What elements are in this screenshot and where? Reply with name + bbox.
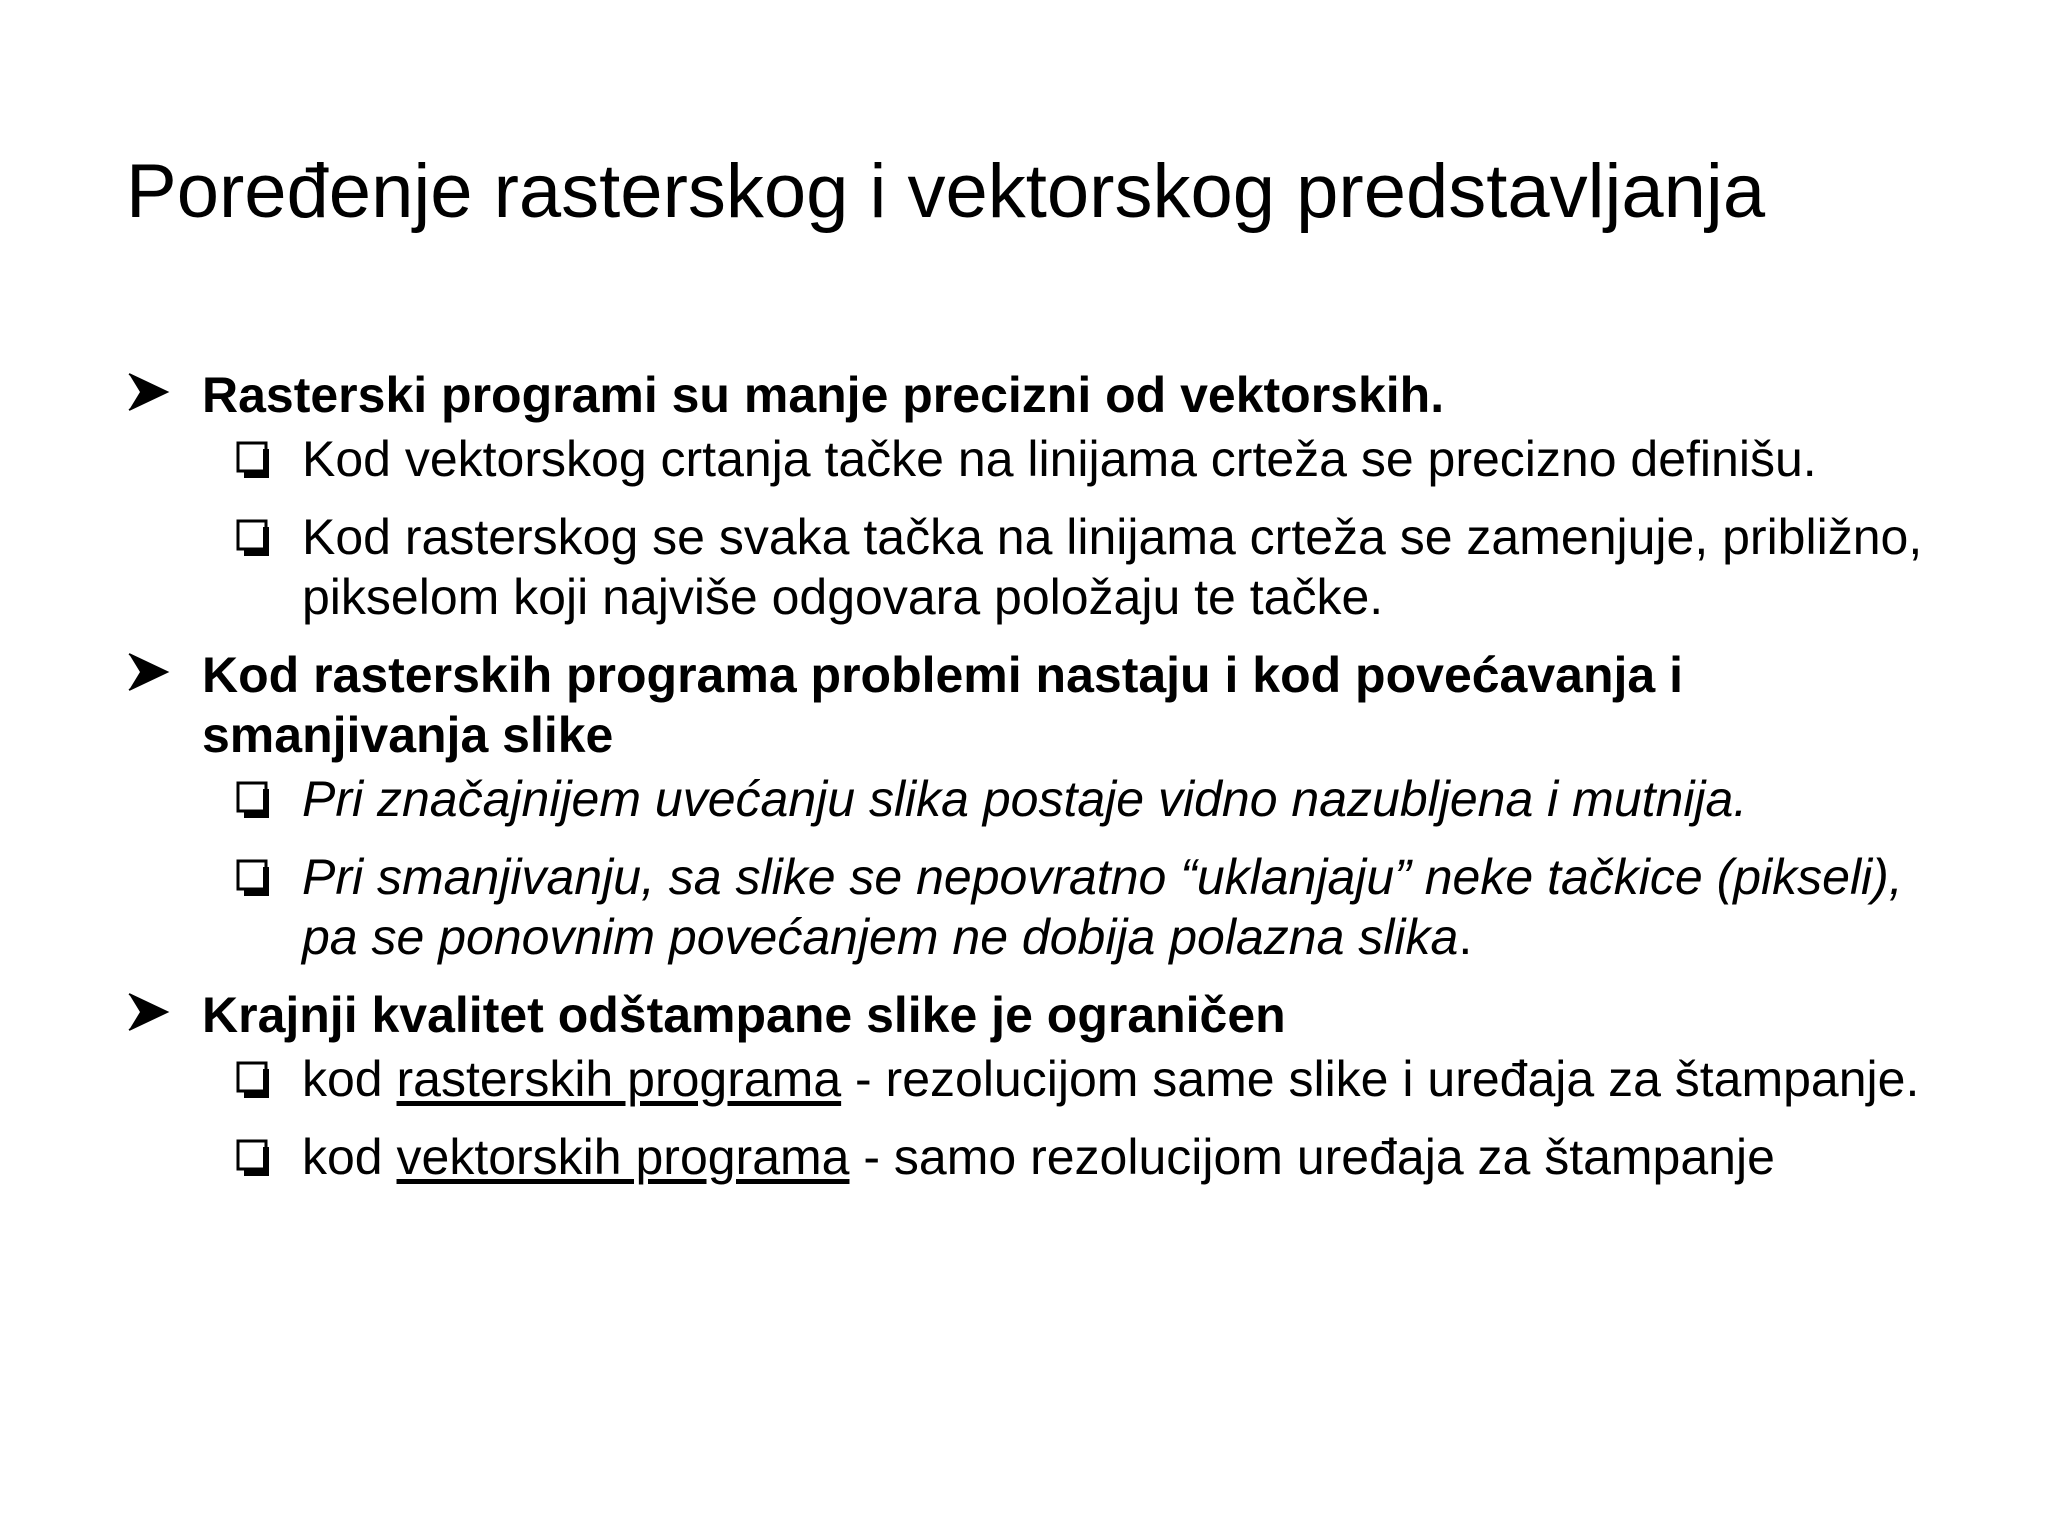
square-box-bullet-icon (236, 781, 274, 819)
bullet-item (126, 365, 1926, 425)
sub-bullet-underlined: rasterskih programa (396, 1051, 842, 1107)
arrowhead-bullet-icon (126, 370, 170, 414)
slide-title: Poređenje rasterskog i vektorskog predstavljanja (126, 149, 1766, 234)
slide-content (126, 365, 1926, 1205)
square-box-bullet-icon (236, 441, 274, 479)
square-box-bullet-icon (236, 519, 274, 557)
sub-bullet-suffix: - rezolucijom same slike i uređaja za štampanje. (841, 1051, 1920, 1107)
sub-bullet-item (236, 429, 1926, 489)
sub-bullet-item (236, 507, 1926, 627)
sub-bullet-item (236, 1127, 1926, 1187)
sub-bullet-prefix: kod (302, 1129, 397, 1185)
sub-bullet-underlined: vektorskih programa (396, 1129, 850, 1185)
sub-bullet-prefix: kod (302, 1051, 397, 1107)
bullet-text: Krajnji kvalitet odštampane slike je ograničen (202, 987, 1286, 1043)
sub-bullet-period: . (1458, 909, 1473, 965)
bullet-item (126, 985, 1926, 1045)
sub-bullet-text: Pri smanjivanju, sa slike se nepovratno “uklanjaju” neke tačkice (pikseli), pa se ponovnim povećanjem ne dobija polazna slika (302, 849, 1903, 965)
arrowhead-bullet-icon (126, 650, 170, 694)
bullet-text: Rasterski programi su manje precizni od vektorskih. (202, 367, 1445, 423)
sub-bullet-text: Kod vektorskog crtanja tačke na linijama crteža se precizno definišu. (302, 431, 1817, 487)
bullet-item (126, 645, 1926, 765)
sub-bullet-text: Kod rasterskog se svaka tačka na linijama crteža se zamenjuje, približno, pikselom koji najviše odgovara položaju te tačke. (302, 509, 1923, 625)
sub-bullet-item (236, 769, 1926, 829)
square-box-bullet-icon (236, 1061, 274, 1099)
bullet-text: Kod rasterskih programa problemi nastaju i kod povećavanja i smanjivanja slike (202, 647, 1684, 763)
square-box-bullet-icon (236, 859, 274, 897)
sub-bullet-suffix: - samo rezolucijom uređaja za štampanje (849, 1129, 1775, 1185)
sub-bullet-item (236, 847, 1926, 967)
sub-bullet-item (236, 1049, 1926, 1109)
square-box-bullet-icon (236, 1139, 274, 1177)
arrowhead-bullet-icon (126, 990, 170, 1034)
sub-bullet-text: Pri značajnijem uvećanju slika postaje vidno nazubljena i mutnija. (302, 771, 1748, 827)
